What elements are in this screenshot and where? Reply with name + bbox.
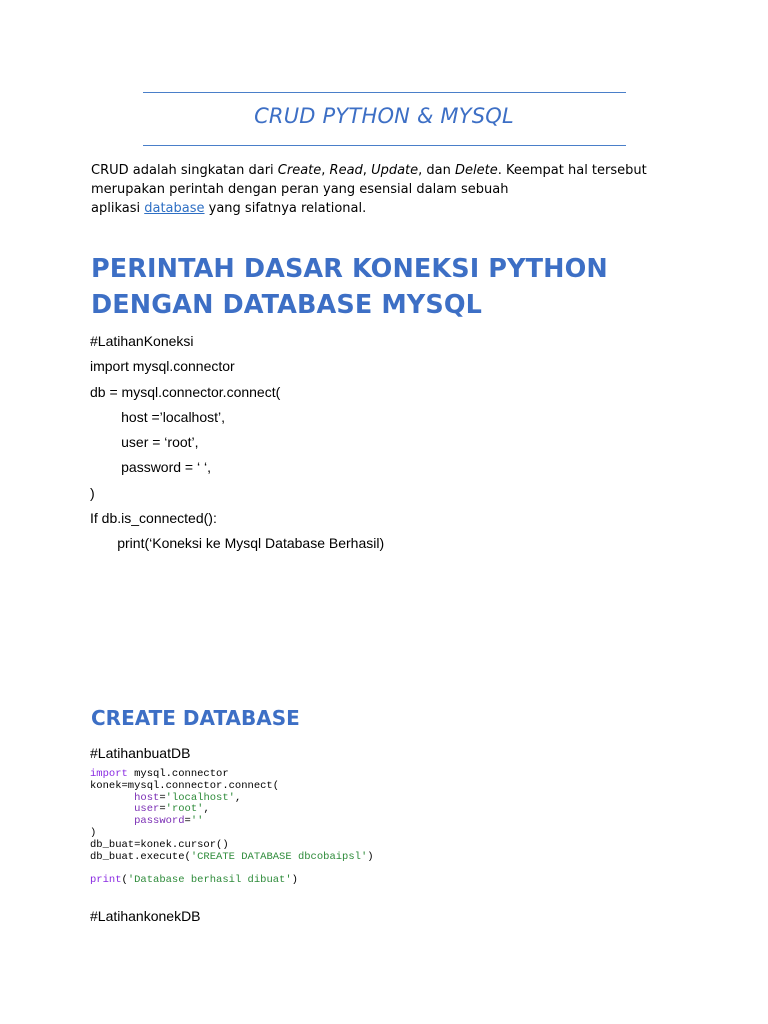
intro-line-3: aplikasi database yang sifatnya relational. bbox=[91, 201, 367, 216]
code-line: password = ‘ ‘, bbox=[90, 459, 211, 475]
top-rule bbox=[143, 92, 626, 93]
code-line: ) bbox=[90, 485, 95, 501]
code-line: print(‘Koneksi ke Mysql Database Berhasil) bbox=[90, 535, 385, 551]
code-line: import mysql.connector bbox=[90, 358, 235, 374]
code-line: user = ‘root’, bbox=[90, 434, 199, 450]
code-line: host =’localhost’, bbox=[90, 409, 226, 425]
section-heading-create-database: CREATE DATABASE bbox=[91, 706, 300, 730]
page-title: CRUD PYTHON & MYSQL bbox=[254, 104, 514, 128]
code-line: db = mysql.connector.connect( bbox=[90, 384, 281, 400]
code-line: If db.is_connected(): bbox=[90, 510, 217, 526]
code-block-create-database: import mysql.connector konek=mysql.connector.connect( host='localhost', user='root', password='' ) db_buat=konek.cursor() db_buat.execute('CREATE DATABASE dbcobaipsl') print('Database berhasil dibuat') bbox=[90, 768, 374, 887]
code-label-buatdb: #LatihanbuatDB bbox=[90, 745, 191, 761]
bottom-rule bbox=[143, 145, 626, 146]
intro-line-2: merupakan perintah dengan peran yang esensial dalam sebuah bbox=[91, 182, 509, 197]
intro-line-1: CRUD adalah singkatan dari Create, Read, Update, dan Delete. Keempat hal tersebut bbox=[91, 163, 647, 178]
section-heading-koneksi: PERINTAH DASAR KONEKSI PYTHON DENGAN DATABASE MYSQL bbox=[91, 254, 608, 320]
database-link[interactable]: database bbox=[144, 201, 205, 216]
code-label-konekdb: #LatihankonekDB bbox=[90, 908, 201, 924]
intro-paragraph bbox=[91, 161, 691, 218]
code-line: #LatihanKoneksi bbox=[90, 333, 194, 349]
